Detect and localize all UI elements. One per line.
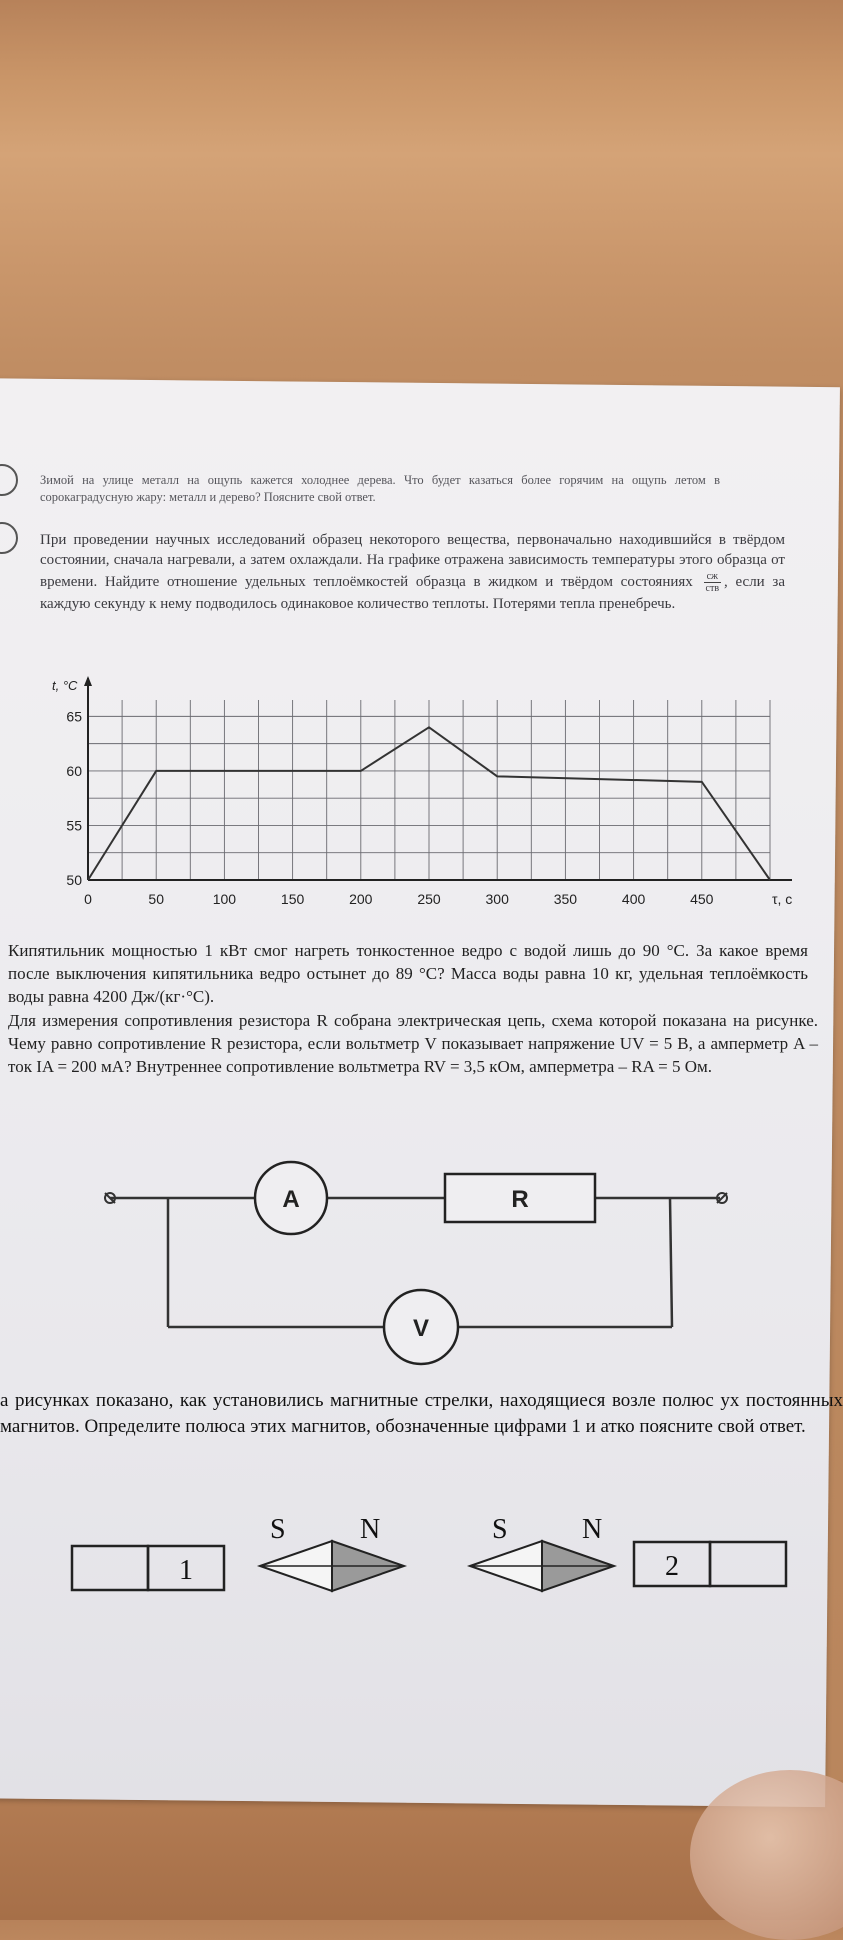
x-tick-label: 350 bbox=[554, 891, 578, 907]
y-tick-label: 55 bbox=[66, 817, 82, 833]
fraction-numerator: cж bbox=[704, 571, 722, 583]
voltmeter-label: V bbox=[413, 1315, 429, 1342]
x-tick-label: 100 bbox=[213, 891, 237, 907]
task-number-circle bbox=[0, 522, 18, 554]
needle-1-north-label: N bbox=[360, 1514, 380, 1545]
needle-2-south-label: S bbox=[492, 1514, 508, 1545]
resistor-label: R bbox=[511, 1186, 528, 1213]
needle-2-north-label: N bbox=[582, 1514, 602, 1545]
magnet-2 bbox=[634, 1542, 786, 1586]
magnet-2-label: 2 bbox=[665, 1551, 679, 1582]
task1-text: Зимой на улице металл на ощупь кажется холоднее дерева. Что будет казаться более горячим на ощупь летом в сорокаградусную жару: металл и дерево? Поясните свой ответ. bbox=[40, 472, 720, 506]
y-axis-label: t, °C bbox=[52, 678, 78, 693]
circuit-diagram bbox=[90, 1150, 750, 1380]
magnet-1-label: 1 bbox=[179, 1555, 193, 1586]
task4-text: Для измерения сопротивления резистора R собрана электрическая цепь, схема которой показана на рисунке. Чему равно сопротивление R резистора, если вольтметр V показывает напряжение UV = 5 В, а амперметр A – ток IA = 200 мА? Внутреннее сопротивление вольтметра RV = 3,5 кОм, амперметра – RA = 5 Ом. bbox=[8, 1010, 818, 1079]
wire bbox=[670, 1198, 672, 1327]
task-number-circle bbox=[0, 464, 18, 496]
y-tick-label: 60 bbox=[66, 763, 82, 779]
needle-1-south-label: S bbox=[270, 1514, 286, 1545]
y-tick-label: 50 bbox=[66, 872, 82, 888]
x-axis-label: τ, с bbox=[772, 891, 792, 907]
fraction-denominator: cтв bbox=[704, 583, 722, 594]
task5-text: а рисунках показано, как установились магнитные стрелки, находящиеся возле полюс ух постоянных магнитов. Определите полюса этих магнитов, обозначенные цифрами 1 и атко поясните свой ответ. bbox=[0, 1388, 843, 1439]
task2-text bbox=[40, 530, 785, 614]
task2-text-after: , если за каждую секунду к нему подводилось одинаковое количество теплоты. Потерями тепла пренебречь. bbox=[40, 573, 785, 611]
y-axis-arrow bbox=[84, 676, 92, 686]
heat-capacity-fraction bbox=[704, 571, 722, 594]
x-tick-label: 400 bbox=[622, 891, 646, 907]
chart-labels bbox=[52, 678, 792, 907]
temperature-time-chart bbox=[40, 668, 800, 918]
x-tick-label: 50 bbox=[148, 891, 164, 907]
x-tick-label: 300 bbox=[486, 891, 510, 907]
x-tick-label: 200 bbox=[349, 891, 373, 907]
x-tick-label: 150 bbox=[281, 891, 305, 907]
compass-needle-2 bbox=[470, 1514, 614, 1591]
compass-needle-1 bbox=[260, 1514, 404, 1591]
magnets-diagram bbox=[60, 1510, 800, 1620]
magnet-1 bbox=[72, 1546, 224, 1590]
x-tick-label: 450 bbox=[690, 891, 714, 907]
x-tick-label: 0 bbox=[84, 891, 92, 907]
y-tick-label: 65 bbox=[66, 708, 82, 724]
task3-text: Кипятильник мощностью 1 кВт смог нагреть тонкостенное ведро с водой лишь до 90 °C. За какое время после выключения кипятильника ведро остынет до 89 °C? Масса воды равна 10 кг, удельная теплоёмкость воды равна 4200 Дж/(кг·°C). bbox=[8, 940, 808, 1009]
ammeter-label: A bbox=[282, 1186, 299, 1213]
x-tick-label: 250 bbox=[417, 891, 441, 907]
task2-text-before: При проведении научных исследований образец некоторого вещества, первоначально находившийся в твёрдом состоянии, сначала нагревали, а затем охлаждали. На графике отражена зависимость температуры этого образца от времени. Найдите отношение удельных теплоёмкостей образца в жидком и твёрдом состояниях bbox=[40, 532, 785, 589]
